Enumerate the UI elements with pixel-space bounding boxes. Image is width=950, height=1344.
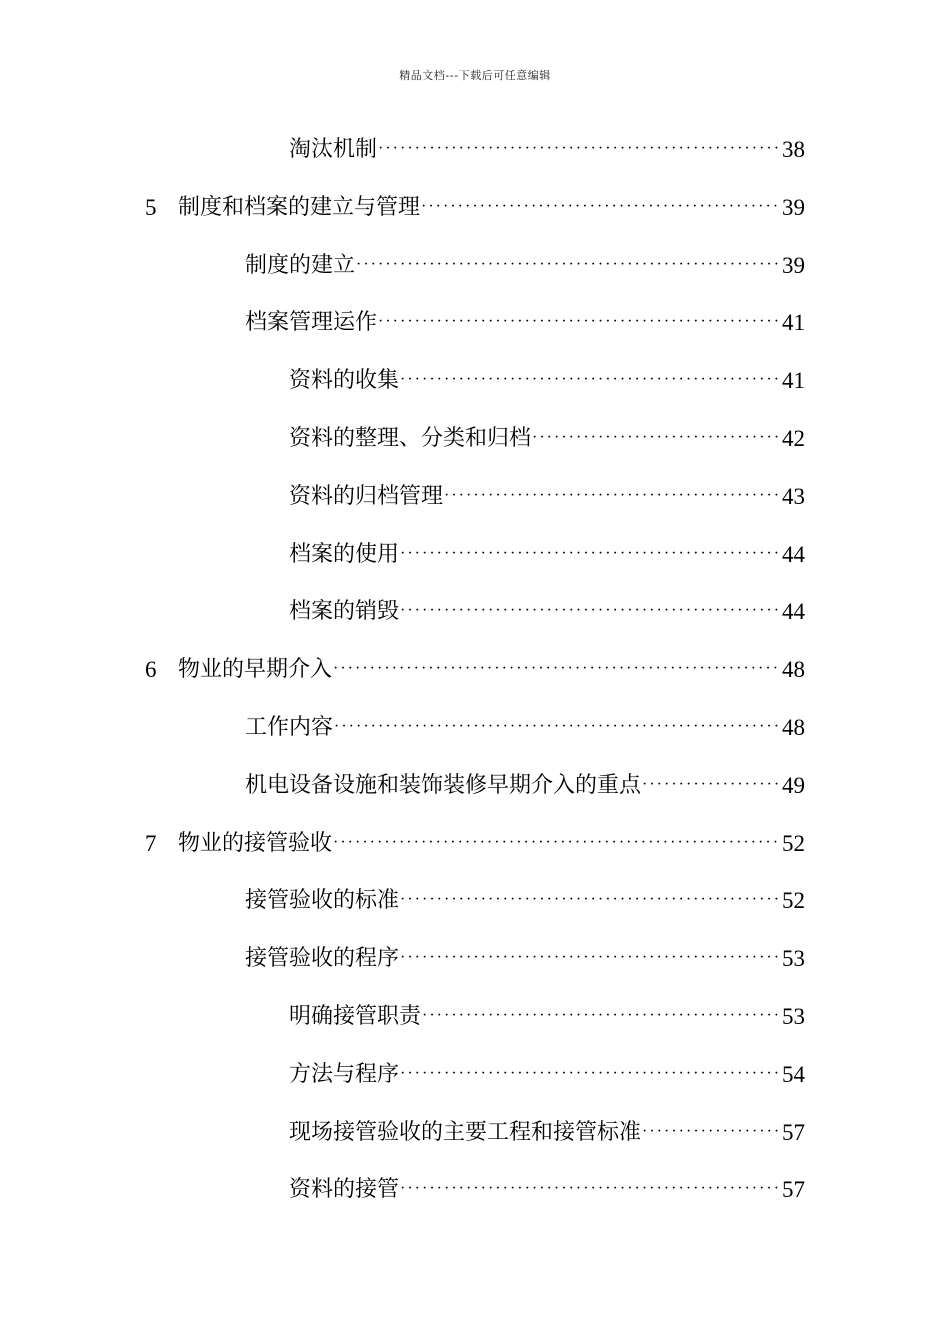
toc-entry[interactable]: [245, 766, 805, 806]
toc-entry-page-number: 53: [782, 1004, 805, 1029]
toc-entry-page-number: 38: [782, 137, 805, 162]
toc-dot-leader: [400, 534, 781, 574]
toc-entry-page-number: 57: [782, 1177, 805, 1203]
toc-dot-leader: [378, 302, 781, 342]
toc-entry-page-number: 43: [782, 483, 805, 509]
toc-entry[interactable]: [245, 708, 805, 748]
toc-entry-title: 明确接管职责: [289, 1004, 422, 1029]
toc-entry-title: 接管验收的程序: [245, 946, 400, 972]
toc-entry-page-number: 44: [782, 541, 805, 567]
toc-entry[interactable]: [289, 1055, 805, 1095]
toc-dot-leader: [400, 360, 781, 400]
toc-dot-leader: [422, 996, 781, 1036]
toc-dot-leader: [400, 1169, 781, 1209]
toc-dot-leader: [400, 880, 781, 920]
toc-entry[interactable]: [289, 477, 805, 517]
toc-dot-leader: [334, 707, 781, 747]
toc-entry-number: 5: [145, 194, 157, 220]
toc-entry-page-number: 53: [782, 946, 805, 972]
page-header: 精品文档---下载后可任意编辑: [399, 69, 551, 82]
toc-dot-leader: [444, 476, 781, 516]
toc-dot-leader: [356, 245, 781, 285]
toc-entry[interactable]: [289, 1113, 805, 1153]
toc-dot-leader: [378, 129, 781, 169]
toc-entry-number: 7: [145, 830, 157, 856]
toc-dot-leader: [400, 938, 781, 978]
toc-entry-title: 资料的归档管理: [289, 483, 444, 509]
toc-entry-page-number: 52: [782, 888, 805, 914]
toc-dot-leader: [400, 591, 781, 631]
toc-entry-page-number: 48: [782, 715, 805, 740]
toc-entry[interactable]: [245, 939, 805, 979]
toc-entry-page-number: 42: [782, 426, 805, 451]
toc-entry-title: 档案的销毁: [289, 599, 400, 625]
toc-entry[interactable]: [145, 824, 805, 864]
toc-entry-page-number: 52: [782, 830, 805, 856]
toc-entry-title: 淘汰机制: [289, 137, 378, 162]
toc-entry-title: 工作内容: [245, 715, 334, 740]
toc-entry[interactable]: [245, 246, 805, 286]
toc-entry-title: 机电设备设施和装饰装修早期介入的重点: [245, 772, 642, 798]
toc-entry[interactable]: [245, 303, 805, 343]
toc-entry-page-number: 54: [782, 1061, 805, 1087]
toc-entry-page-number: 44: [782, 599, 805, 625]
toc-entry-title: 制度的建立: [245, 252, 356, 278]
toc-dot-leader: [421, 187, 781, 227]
toc-entry[interactable]: [289, 535, 805, 575]
toc-entry[interactable]: [289, 419, 805, 459]
toc-entry-page-number: 48: [782, 657, 805, 683]
toc-entry-page-number: 41: [782, 310, 805, 336]
toc-dot-leader: [333, 823, 781, 863]
toc-dot-leader: [400, 1054, 781, 1094]
toc-entry-title: 档案的使用: [289, 541, 400, 567]
toc-entry-page-number: 39: [782, 252, 805, 278]
toc-entry-page-number: 57: [782, 1119, 805, 1145]
toc-entry-title: 方法与程序: [289, 1061, 400, 1087]
toc-entry-title: 资料的收集: [289, 368, 400, 394]
toc-dot-leader: [642, 1112, 781, 1152]
toc-dot-leader: [532, 418, 781, 458]
toc-entry-title: 物业的接管验收: [178, 830, 333, 856]
toc-entry-title: 资料的整理、分类和归档: [289, 426, 532, 451]
toc-entry[interactable]: [289, 1170, 805, 1210]
toc-entry-title: 档案管理运作: [245, 310, 378, 336]
toc-entry-number: 6: [145, 657, 157, 683]
toc-entry-page-number: 41: [782, 368, 805, 394]
toc-entry-title: 资料的接管: [289, 1177, 400, 1203]
toc-entry-page-number: 49: [782, 772, 805, 798]
toc-entry-title: 现场接管验收的主要工程和接管标准: [289, 1119, 642, 1145]
toc-entry[interactable]: [145, 650, 805, 690]
toc-entry[interactable]: [289, 361, 805, 401]
toc-entry[interactable]: [289, 130, 805, 170]
toc-entry[interactable]: [289, 997, 805, 1037]
toc-dot-leader: [333, 649, 781, 689]
toc-entry[interactable]: [289, 592, 805, 632]
toc-entry-page-number: 39: [782, 194, 805, 220]
toc-dot-leader: [642, 765, 781, 805]
toc-entry[interactable]: [245, 881, 805, 921]
toc-entry[interactable]: [145, 188, 805, 228]
toc-entry-title: 接管验收的标准: [245, 888, 400, 914]
toc-entry-title: 制度和档案的建立与管理: [178, 194, 421, 220]
toc-entry-title: 物业的早期介入: [178, 657, 333, 683]
